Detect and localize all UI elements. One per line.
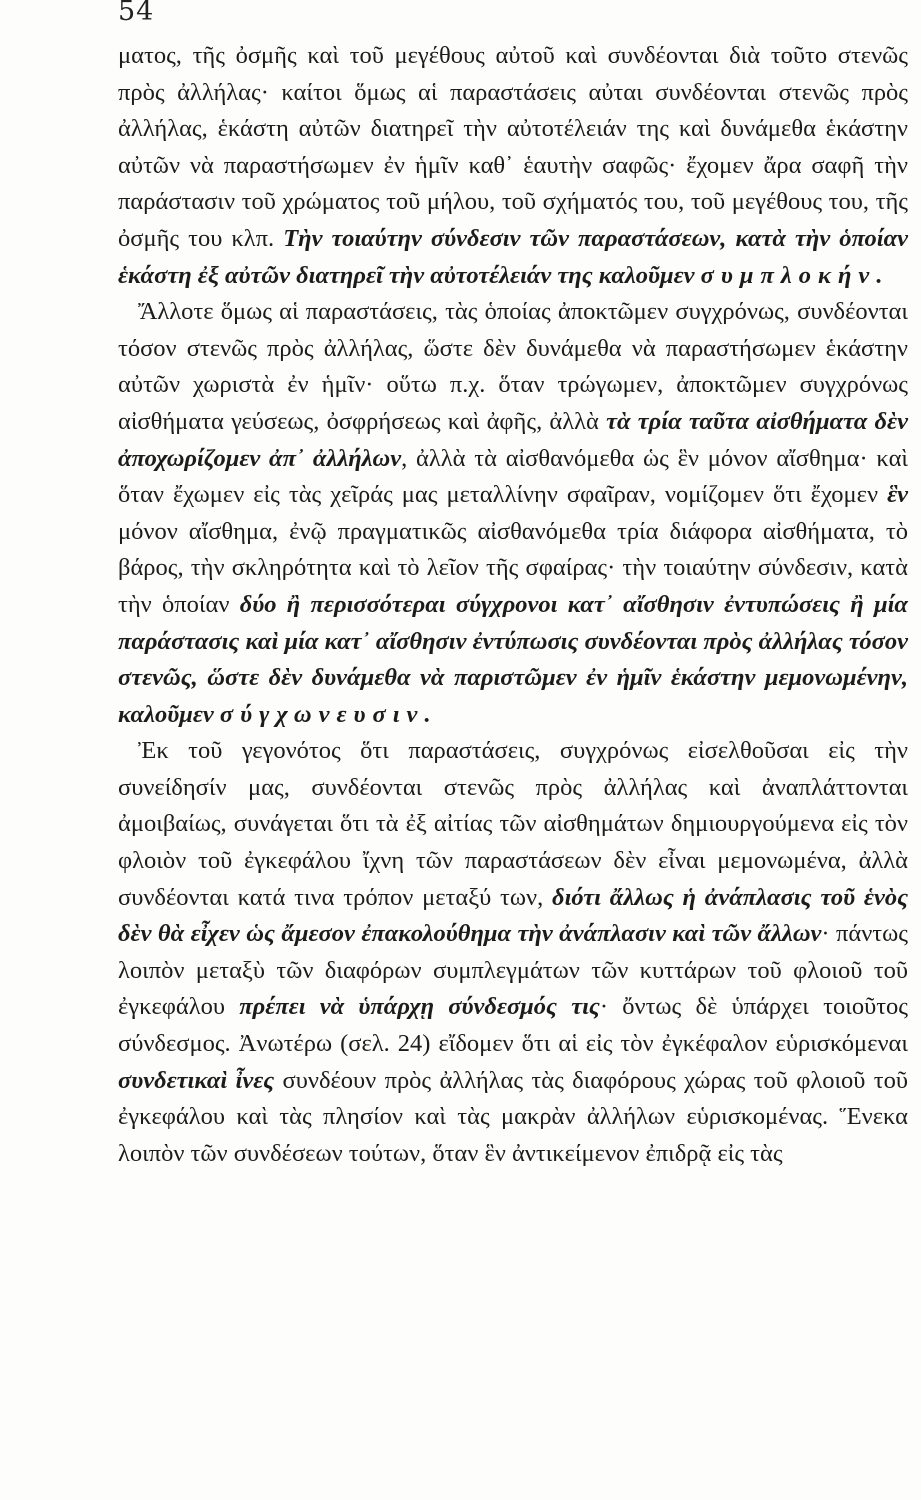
text-segment: Ἄλλοτε ὅμως αἱ παραστάσεις, τὰς ὁποίας ἀποκτῶμεν συγχρόνως, συνδέονται τόσον στενῶς πρὸς ἀλλήλας, ὥστε δὲν δυνάμεθα νὰ παραστήσωμεν ἑκάστην αὐτῶν χωριστὰ ἐν ἡμῖν· οὕτω π.χ. ὅταν τρώγωμεν, ἀποκτῶμεν συγχρόνως αἰσθήματα γεύσεως, ὀσφρήσεως καὶ ἀφῆς, ἀλλὰ: [118, 298, 908, 435]
text-segment: Ἐκ τοῦ γεγονότος ὅτι παραστάσεις, συγχρόνως εἰσελθοῦσαι εἰς τὴν συνείδησίν μας, συνδέονται στενῶς πρὸς ἀλλήλας καὶ ἀναπλάττονται ἀμοιβαίως, συνάγεται ὅτι τὰ ἐξ αἰτίας τῶν αἰσθημάτων δημιουργούμενα εἰς τὸν φλοιὸν τοῦ ἐγκεφάλου ἴχνη τῶν παραστάσεων δὲν εἶναι μεμονωμένα, ἀλλὰ συνδέονται κατά τινα τρόπον μεταξύ των,: [118, 737, 908, 911]
emphasis-segment: δύο ἢ περισσότεραι σύγχρονοι κατ᾽ αἴσθησιν ἐντυπώσεις ἢ μία παράστασις καὶ μία κατ᾽ αἴσθησιν ἐντύπωσις συνδέονται πρὸς ἀλλήλας τόσον στενῶς, ὥστε δὲν δυνάμεθα νὰ παριστῶμεν ἐν ἡμῖν ἑκάστην μεμονωμένην, καλοῦμεν: [118, 590, 908, 728]
text-segment: μόνον αἴσθημα, ἐνῷ πραγματικῶς αἰσθανόμεθα τρία διάφορα αἰσθήματα, τὸ βάρος, τὴν σκληρότητα καὶ τὸ λεῖον τῆς σφαίρας· τὴν τοιαύτην σύνδεσιν, κατὰ τὴν ὁποίαν: [118, 517, 908, 618]
emphasis-segment: διότι ἄλλως ἡ ἀνάπλασις τοῦ ἑνὸς δὲν θὰ εἶχεν ὡς ἄμεσον ἐπακολούθημα τὴν ἀνάπλασιν καὶ τῶν ἄλλων: [118, 883, 909, 948]
emphasis-segment: συμπλοκήν: [700, 261, 877, 289]
emphasis-segment: ἓν: [887, 481, 908, 509]
text-segment: , ἀλλὰ τὰ αἰσθανόμεθα ὡς ἓν μόνον αἴσθημα· καὶ ὅταν ἔχωμεν εἰς τὰς χεῖράς μας μεταλλίνην σφαῖραν, νομίζομεν ὅτι ἔχομεν: [118, 444, 908, 509]
emphasis-segment: συνδετικαὶ ἶνες: [118, 1066, 275, 1094]
emphasis-segment: σύγχωνευσιν: [219, 700, 425, 728]
emphasis-segment: πρέπει νὰ ὑπάρχῃ σύνδεσμός τις: [239, 993, 600, 1021]
paragraph: [118, 38, 908, 294]
page-number: 54: [118, 0, 155, 27]
emphasis-segment: .: [876, 261, 883, 289]
emphasis-segment: τὰ τρία ταῦτα αἰσθήματα δὲν ἀποχωρίζομεν ἀπ᾽ ἀλλήλων: [118, 407, 908, 472]
body-text: [118, 38, 908, 1172]
emphasis-segment: .: [424, 700, 431, 728]
text-segment: · ὄντως δὲ ὑπάρχει τοιοῦτος σύνδεσμος. Ἀνωτέρω (σελ. 24) εἴδομεν ὅτι αἱ εἰς τὸν ἐγκέφαλον εὑρισκόμεναι: [118, 993, 908, 1058]
text-segment: ματος, τῆς ὀσμῆς καὶ τοῦ μεγέθους αὐτοῦ καὶ συνδέονται διὰ τοῦτο στενῶς πρὸς ἀλλήλας· καίτοι ὅμως αἱ παραστάσεις αὐται συνδέονται στενῶς πρὸς ἀλλήλας, ἑκάστη αὐτῶν διατηρεῖ τὴν αὐτοτέλειάν της καὶ δυνάμεθα ἑκάστην αὐτῶν νὰ παραστήσωμεν ἐν ἡμῖν καθ᾽ ἑαυτὴν σαφῶς· ἔχομεν ἄρα σαφῆ τὴν παράστασιν τοῦ χρώματος τοῦ μήλου, τοῦ σχήματός του, τοῦ μεγέθους του, τῆς ὀσμῆς του κλπ.: [118, 42, 908, 252]
text-segment: · πάντως λοιπὸν μεταξὺ τῶν διαφόρων συμπλεγμάτων τῶν κυττάρων τοῦ φλοιοῦ τοῦ ἐγκεφάλου: [118, 920, 908, 1021]
text-segment: συνδέουν πρὸς ἀλλήλας τὰς διαφόρους χώρας τοῦ φλοιοῦ τοῦ ἐγκεφάλου καὶ τὰς πλησίον καὶ τὰς μακρὰν ἀλλήλων εὑρισκομένας. Ἕνεκα λοιπὸν τῶν συνδέσεων τούτων, ὅταν ἓν ἀντικείμενον ἐπιδρᾷ εἰς τὰς: [118, 1066, 908, 1167]
paragraph: [118, 294, 908, 733]
paragraph: [118, 733, 908, 1172]
emphasis-segment: Τὴν τοιαύτην σύνδεσιν τῶν παραστάσεων, κατὰ τὴν ὁποίαν ἑκάστη ἐξ αὐτῶν διατηρεῖ τὴν αὐτοτέλειάν της καλοῦμεν: [118, 224, 908, 289]
